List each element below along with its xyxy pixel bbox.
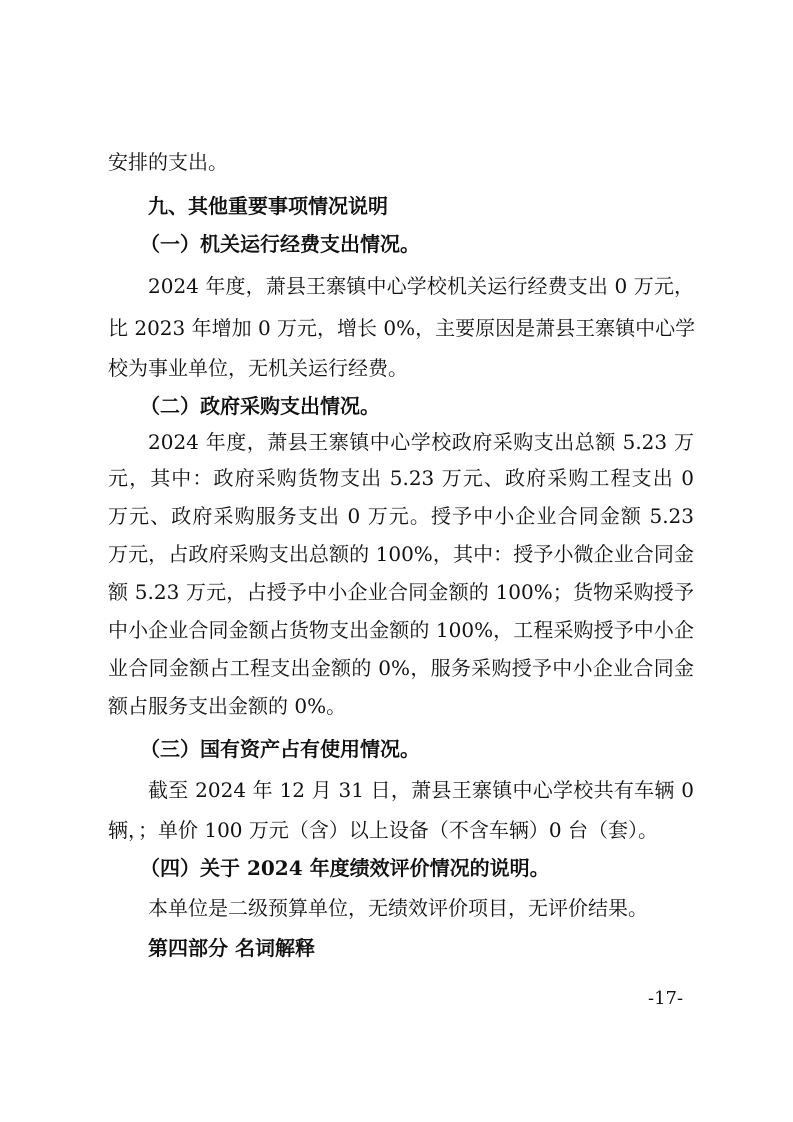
subheading-one: （一）机关运行经费支出情况。 <box>140 232 420 256</box>
paragraph-line: 中小企业合同金额占货物支出金额的 100%，工程采购授予中小企 <box>108 618 694 642</box>
paragraph-line: 万元，占政府采购支出总额的 100%，其中：授予小微企业合同金 <box>108 542 694 566</box>
paragraph-line: 万元、政府采购服务支出 0 万元。授予中小企业合同金额 5.23 <box>108 504 694 528</box>
subheading-two: （二）政府采购支出情况。 <box>140 394 380 418</box>
paragraph-line: 比 2023 年增加 0 万元，增长 0%，主要原因是萧县王寨镇中心学 <box>108 316 696 340</box>
paragraph-line: 辆，；单价 100 万元（含）以上设备（不含车辆）0 台（套）。 <box>108 818 658 842</box>
paragraph-line: 截至 2024 年 12 月 31 日，萧县王寨镇中心学校共有车辆 0 <box>148 778 694 802</box>
paragraph-line: 2024 年度，萧县王寨镇中心学校机关运行经费支出 0 万元， <box>148 274 694 298</box>
paragraph-line: 元，其中：政府采购货物支出 5.23 万元、政府采购工程支出 0 <box>108 466 694 490</box>
paragraph-line: 额 5.23 万元，占授予中小企业合同金额的 100%；货物采购授予 <box>108 580 694 604</box>
paragraph-line: 2024 年度，萧县王寨镇中心学校政府采购支出总额 5.23 万 <box>148 430 694 454</box>
part-four-heading: 第四部分 名词解释 <box>148 936 315 960</box>
subheading-three: （三）国有资产占有使用情况。 <box>140 737 420 761</box>
page-number: -17- <box>648 988 684 1009</box>
section-heading-nine: 九、其他重要事项情况说明 <box>148 194 388 218</box>
subheading-four: （四）关于 2024 年度绩效评价情况的说明。 <box>140 856 550 880</box>
paragraph-line: 本单位是二级预算单位，无绩效评价项目，无评价结果。 <box>148 896 648 920</box>
paragraph-line: 额占服务支出金额的 0%。 <box>108 694 347 718</box>
paragraph-line: 业合同金额占工程支出金额的 0%，服务采购授予中小企业合同金 <box>108 656 694 680</box>
paragraph-continuation: 安排的支出。 <box>108 150 228 174</box>
paragraph-line: 校为事业单位，无机关运行经费。 <box>108 356 408 380</box>
